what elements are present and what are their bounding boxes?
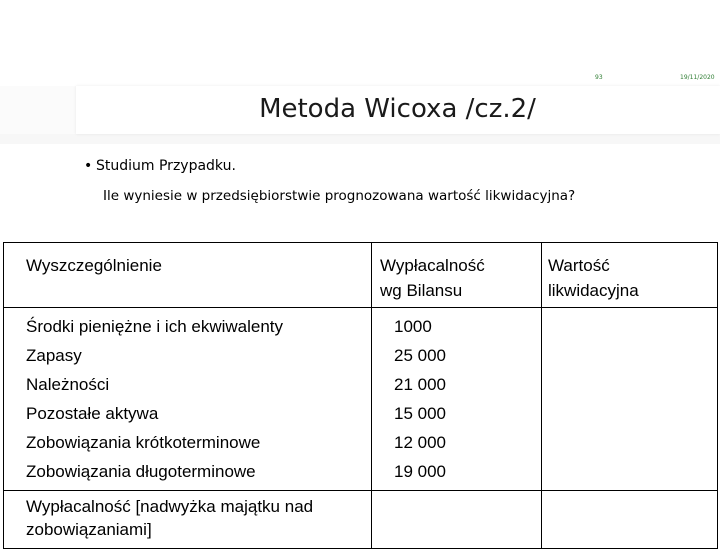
row-values-cell bbox=[372, 308, 542, 491]
row-label: Pozostałe aktywa bbox=[26, 404, 159, 423]
row-label: Środki pieniężne i ich ekwiwalenty bbox=[26, 317, 284, 336]
header-wyszczegolnienie bbox=[4, 243, 372, 308]
table-body-row bbox=[4, 308, 718, 491]
row-labels-cell bbox=[4, 308, 372, 491]
header-col3-line1: Wartość bbox=[548, 256, 610, 275]
row-value: 19 000 bbox=[394, 462, 446, 481]
header-col1-text: Wyszczególnienie bbox=[26, 256, 162, 275]
table-header-row bbox=[4, 243, 718, 308]
bullet-item bbox=[84, 158, 236, 174]
bullet-text: Studium Przypadku. bbox=[96, 158, 236, 174]
header-col3-line2: likwidacyjna bbox=[548, 281, 639, 300]
slide-title: Metoda Wicoxa /cz.2/ bbox=[259, 94, 536, 124]
bullet-icon: • bbox=[84, 158, 93, 174]
separator-band bbox=[0, 134, 720, 144]
slide-number: 93 bbox=[595, 74, 603, 81]
slide-date: 19/11/2020 bbox=[680, 74, 715, 81]
header-col2-line1: Wypłacalność bbox=[380, 256, 485, 275]
row-label: Zobowiązania krótkoterminowe bbox=[26, 433, 261, 452]
row-value: 1000 bbox=[394, 317, 432, 336]
row-label: Należności bbox=[26, 375, 110, 394]
footer-line2: zobowiązaniami] bbox=[26, 520, 152, 539]
footer-line1: Wypłacalność [nadwyżka majątku nad bbox=[26, 497, 314, 516]
header-wyplacalnosc bbox=[372, 243, 542, 308]
data-table bbox=[3, 242, 718, 549]
question-text: Ile wyniesie w przedsiębiorstwie prognozowana wartość likwidacyjna? bbox=[103, 188, 576, 204]
liquidation-value-cell bbox=[542, 308, 718, 491]
row-value: 12 000 bbox=[394, 433, 446, 452]
row-value: 15 000 bbox=[394, 404, 446, 423]
row-label: Zobowiązania długoterminowe bbox=[26, 462, 256, 481]
row-label: Zapasy bbox=[26, 346, 82, 365]
row-value: 21 000 bbox=[394, 375, 446, 394]
header-col2-line2: wg Bilansu bbox=[380, 281, 463, 300]
header-wartosc-likwidacyjna bbox=[542, 243, 718, 308]
row-value: 25 000 bbox=[394, 346, 446, 365]
